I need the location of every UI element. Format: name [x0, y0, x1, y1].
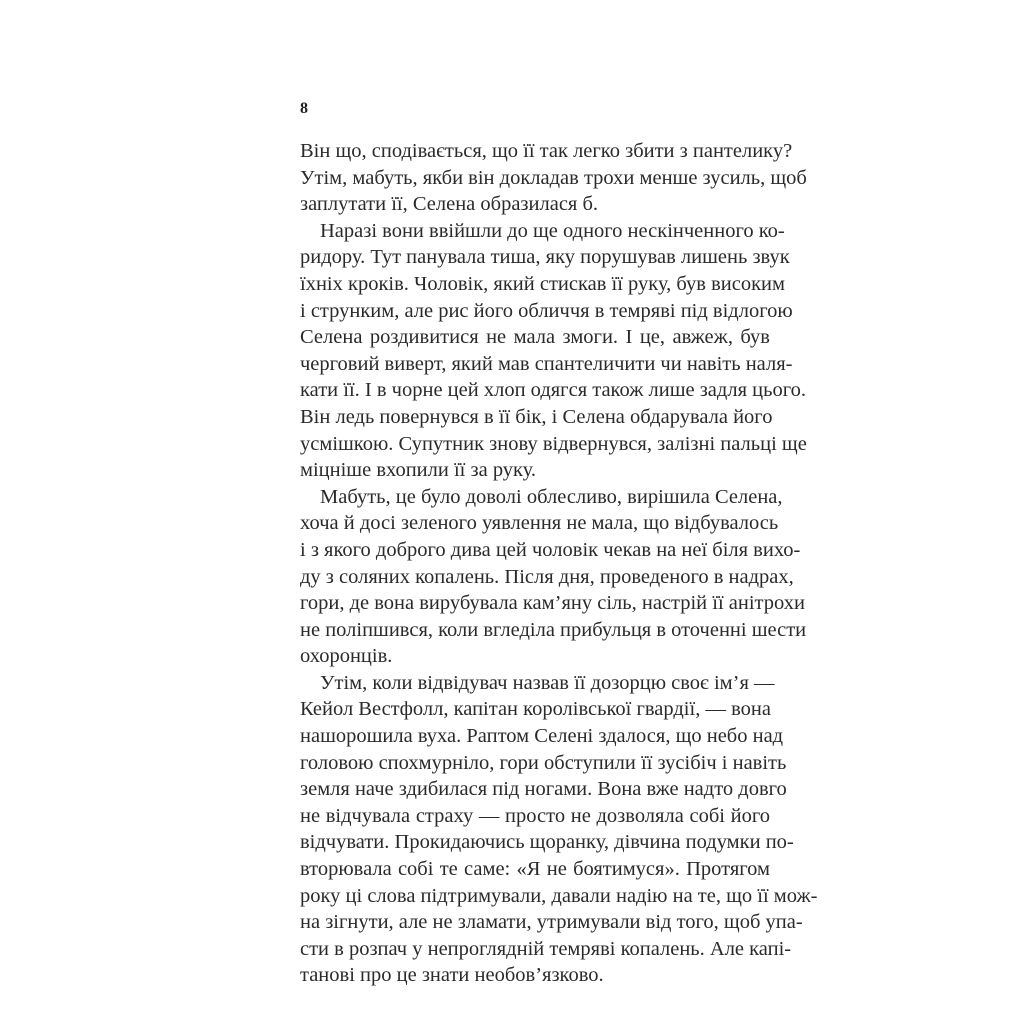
body-text: [300, 138, 818, 989]
text-line: ду з соляних копалень. Після дня, проведеного в надрах,: [300, 565, 794, 588]
text-line: земля наче здибилася під ногами. Вона вже надто довго: [300, 778, 787, 801]
text-line: Утім, мабуть, якби він докладав трохи менше зусиль, щоб: [300, 166, 807, 189]
text-line: вторювала собі те саме: «Я не боятимуся». Протягом: [300, 858, 770, 881]
text-line: усмішкою. Супутник знову відвернувся, залізні пальці ще: [300, 432, 807, 455]
text-line: заплутати її, Селена образилася б.: [300, 193, 599, 216]
page-number: 8: [300, 100, 308, 117]
text-line: Він ледь повернувся в її бік, і Селена обдарувала його: [300, 405, 773, 428]
text-line: ридору. Тут панувала тиша, яку порушував лишень звук: [300, 246, 790, 269]
text-line: головою спохмурніло, гори обступили її зусібіч і навіть: [300, 751, 787, 774]
text-line: танові про це знати необов’язково.: [300, 964, 604, 987]
text-line: Кейол Вестфолл, капітан королівської гвардії, — вона: [300, 698, 771, 721]
paragraph: [300, 484, 807, 670]
text-line: не поліпшився, коли вгледіла прибульця в оточенні шести: [300, 618, 807, 641]
text-line: сти в розпач у непроглядній темряві копалень. Але капі-: [300, 937, 792, 960]
text-line: Мабуть, це було доволі облесливо, вирішила Селена,: [320, 485, 783, 508]
text-line: гори, де вона вирубувала кам’яну сіль, настрій її анітрохи: [300, 592, 805, 615]
text-line: хоча й досі зеленого уявлення не мала, що відбувалось: [300, 512, 779, 535]
text-line: нашорошила вуха. Раптом Селені здалося, що небо над: [300, 725, 784, 748]
text-line: їхніх кроків. Чоловік, який стискав її руку, був високим: [300, 272, 786, 295]
text-line: охоронців.: [300, 645, 393, 668]
text-line: Селена роздивитися не мала змоги. І це, авжеж, був: [300, 326, 770, 349]
text-line: Він що, сподівається, що її так легко збити з пантелику?: [300, 140, 793, 162]
text-line: відчувати. Прокидаючись щоранку, дівчина подумки по-: [300, 831, 794, 854]
text-line: черговий виверт, який мав спантеличити чи навіть наля-: [300, 352, 793, 375]
paragraph: [300, 670, 818, 989]
text-line: року ці слова підтримували, давали надію на те, що її мож-: [300, 884, 818, 907]
text-line: Наразі вони ввійшли до ще одного нескінченного ко-: [320, 219, 785, 242]
text-line: і з якого доброго дива цей чоловік чекав на неї біля вихо-: [300, 538, 801, 561]
text-line: міцніше вхопили її за руку.: [300, 459, 537, 482]
text-line: на зігнути, але не зламати, утримували від того, щоб упа-: [300, 911, 803, 934]
paragraph: [300, 138, 807, 218]
text-line: і струнким, але рис його обличчя в темряві під відлогою: [300, 299, 793, 322]
text-line: Утім, коли відвідувач назвав її дозорцю своє ім’я —: [320, 671, 775, 694]
text-line: кати її. І в чорне цей хлоп одягся також лише задля цього.: [300, 379, 806, 402]
text-line: не відчувала страху — просто не дозволяла собі його: [300, 804, 770, 827]
paragraph: [300, 218, 807, 484]
